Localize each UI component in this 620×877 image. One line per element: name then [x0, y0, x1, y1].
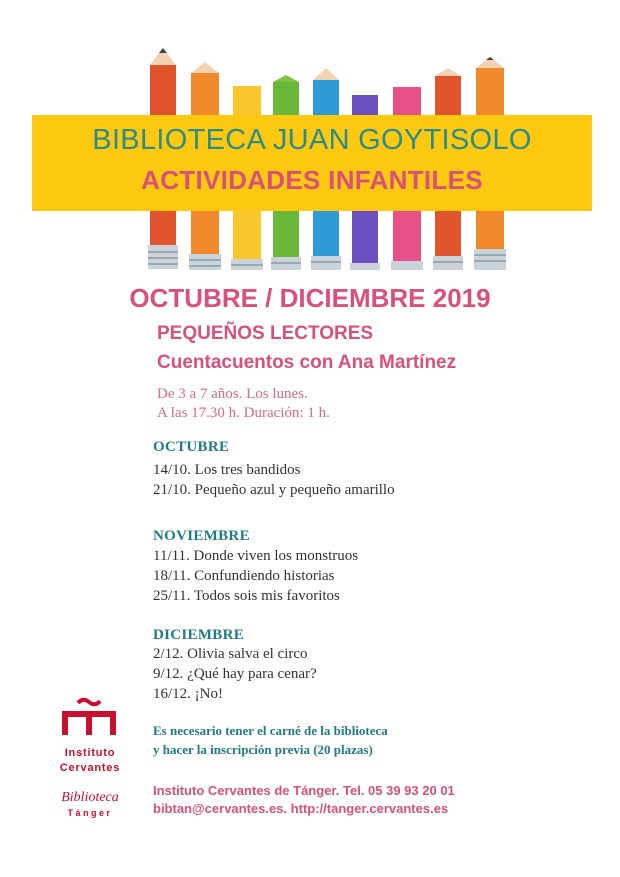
- activities-subtitle: ACTIVIDADES INFANTILES: [141, 165, 483, 195]
- session-item: 21/10. Pequeño azul y pequeño amarillo: [153, 482, 395, 498]
- cervantes-logo-icon: [58, 697, 120, 737]
- logo-name-line2: Cervantes: [59, 762, 121, 774]
- logo-library: Biblioteca: [61, 790, 119, 805]
- period-heading: OCTUBRE / DICIEMBRE 2019: [129, 283, 491, 313]
- contact-address-phone: Instituto Cervantes de Tánger. Tel. 05 39 93 20 01: [153, 783, 455, 798]
- month-heading-december: DICIEMBRE: [153, 627, 245, 643]
- session-item: 9/12. ¿Qué hay para cenar?: [153, 666, 317, 682]
- requirement-card: Es necesario tener el carné de la biblioteca: [153, 723, 388, 738]
- logo-city: Tánger: [67, 808, 113, 818]
- month-heading-october: OCTUBRE: [153, 439, 230, 455]
- session-item: 18/11. Confundiendo historias: [153, 568, 335, 584]
- session-item: 14/10. Los tres bandidos: [153, 462, 301, 478]
- session-item: 2/12. Olivia salva el circo: [153, 646, 308, 662]
- info-time-duration: A las 17.30 h. Duración: 1 h.: [157, 405, 330, 421]
- session-item: 11/11. Donde viven los monstruos: [153, 548, 359, 564]
- contact-email-web: bibtan@cervantes.es. http://tanger.cervantes.es: [153, 801, 449, 816]
- session-item: 25/11. Todos sois mis favoritos: [153, 588, 340, 604]
- program-name: PEQUEÑOS LECTORES: [157, 323, 374, 344]
- month-heading-november: NOVIEMBRE: [153, 528, 250, 544]
- library-title: BIBLIOTECA JUAN GOYTISOLO: [92, 124, 532, 156]
- logo-name-line1: Instituto: [64, 747, 116, 759]
- storyteller-name: Cuentacuentos con Ana Martínez: [157, 352, 457, 373]
- requirement-registration: y hacer la inscripción previa (20 plazas): [153, 742, 373, 757]
- session-item: 16/12. ¡No!: [153, 686, 223, 702]
- info-age-day: De 3 a 7 años. Los lunes.: [157, 386, 308, 402]
